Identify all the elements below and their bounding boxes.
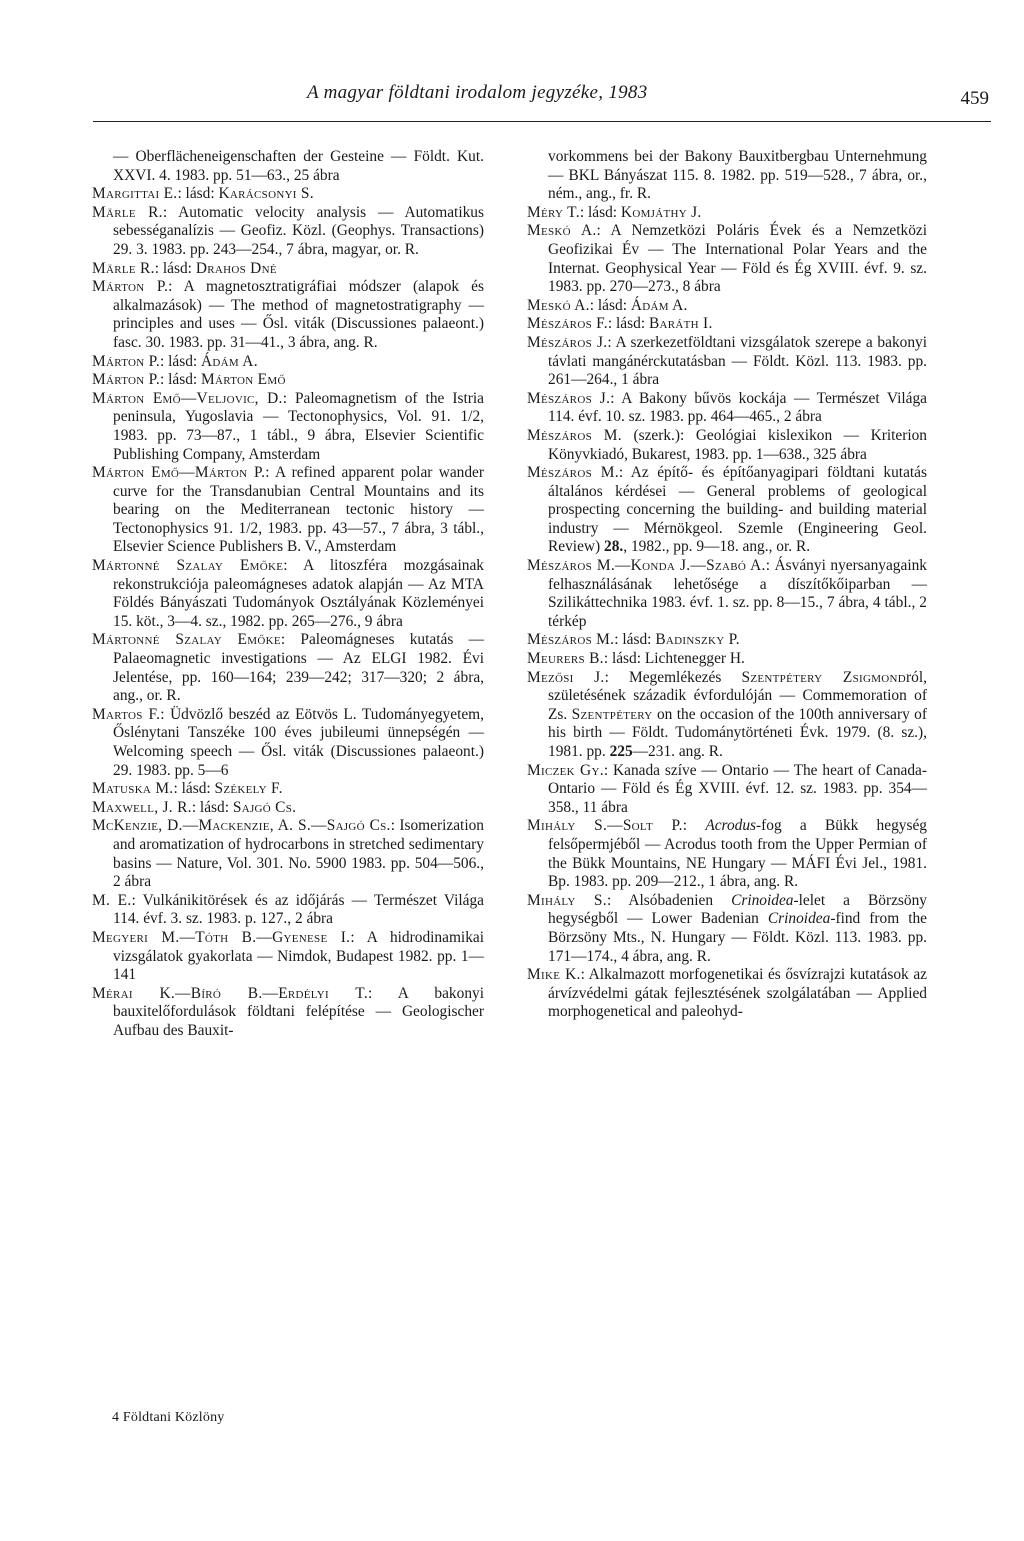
bibliography-entry	[527, 817, 927, 891]
author-name: Margittai E.	[92, 185, 178, 203]
entry-text: : Kanada szíve — Ontario — The heart of Canada-Ontario — Föld és Ég XVIII. évf. 12. sz. 1983. pp. 354—358., 11 ábra	[548, 761, 927, 816]
author-name: Ádám A.	[201, 352, 258, 370]
entry-text: : lásd:	[579, 203, 621, 221]
entry-text: : Automatic velocity analysis — Automatikus sebességanalízis — Geofiz. Közl. (Geophys. Transactions) 29. 3. 1983. pp. 243—254., 7 ábra, magyar, or. R.	[113, 203, 484, 258]
bibliography-entry	[527, 204, 927, 223]
entry-text: : Üdvözlő beszéd az Eötvös L. Tudományegyetem, Őslénytani Tanszéke 100 éves jubileumi ünnepségén — Welcoming speech — Ősl. viták (Discussiones palaeont.) 29. 1983. pp. 5—6	[113, 705, 485, 779]
bibliography-entry	[527, 297, 927, 316]
author-name: Meurers B.	[527, 650, 604, 668]
entry-text: Crinoidea	[767, 910, 831, 928]
bibliography-entry	[92, 929, 484, 985]
author-name: Márton Emő—Márton P.	[92, 464, 266, 482]
bibliography-entry	[92, 631, 484, 705]
entry-text: ról, születésének századik évfordulóján — Commemoration of Zs.	[548, 668, 927, 723]
entry-text: : Az építő- és építőanyagipari földtani kutatás általános kérdései — General problems of geological prospecting concerning the building- and building material industry — Mérnökgeol. Szemle (Engineering Geol. Review)	[548, 464, 927, 556]
author-name: Mészáros J.	[527, 333, 608, 351]
entry-text: : A litoszféra mozgásainak rekonstrukciója paleomágneses adatok alapján — Az MTA Földés Bányászati Tudományok Osztályának Közleményei 15. köt., 3—4. sz., 1982. pp. 265—276., 9 ábra	[113, 557, 484, 630]
author-name: Székely F.	[214, 780, 283, 798]
bibliography-entry	[92, 371, 484, 390]
bibliography-entry	[527, 390, 927, 427]
author-name: Mészáros M.—Konda J.—Szabó A.	[527, 557, 766, 575]
author-name: Mészáros M.	[527, 631, 615, 649]
entry-text: : lásd: Lichtenegger H.	[603, 650, 745, 668]
author-name: Márton P.	[92, 278, 169, 296]
bibliography-entry	[527, 650, 927, 669]
bibliography-entry	[92, 390, 484, 464]
bibliography-entry	[527, 892, 927, 966]
entry-text: : A bakonyi bauxitelőfordulások földtani felépítése — Geologischer Aufbau des Bauxit-	[113, 984, 484, 1039]
entry-text: :	[682, 817, 706, 835]
entry-text: —231. ang. R.	[632, 743, 723, 760]
bibliography-entry	[92, 464, 484, 557]
author-name: Márton P.	[92, 371, 160, 389]
bibliography-entry	[92, 892, 484, 929]
bibliography-entry	[92, 780, 484, 799]
entry-text: -lelet a Börzsöny hegységből — Lower Badenian	[548, 891, 927, 928]
author-name: Szentpétery	[571, 705, 653, 723]
bibliography-entry	[92, 799, 484, 818]
bibliography-entry	[92, 557, 484, 631]
bibliography-entry	[92, 204, 484, 260]
author-name: Miczek Gy.	[527, 761, 604, 779]
author-name: Mike K.	[527, 966, 581, 984]
author-name: Mihály S.	[527, 891, 607, 909]
bibliography-entry	[527, 464, 927, 557]
author-name: Meskó A.	[527, 222, 597, 240]
entry-text: : Paleomagnetism of the Istria peninsula, Yugoslavia — Tectonophysics, Vol. 91. 1/2, 1983. pp. 73—87., 1 tábl., 9 ábra, Elsevier Scientific Publishing Company, Amsterdam	[113, 389, 484, 463]
bibliography-entry	[92, 817, 484, 891]
bibliography-entry	[527, 427, 927, 464]
entry-text: : lásd:	[154, 259, 196, 277]
author-name: Martos F.	[92, 705, 161, 723]
author-name: Märle R.	[92, 203, 163, 221]
author-name: Karácsonyi S.	[218, 185, 314, 203]
entry-text: Crinoidea	[731, 891, 794, 909]
bibliography-entry	[92, 278, 484, 352]
entry-text: , 1982., pp. 9—18. ang., or. R.	[623, 538, 811, 556]
entry-text: : Vulkánikitörések és az időjárás — Természet Világa 114. évf. 3. sz. 1983. p. 127., 2 ábra	[113, 891, 484, 928]
bibliography-entry	[527, 631, 927, 650]
bibliography-entry	[527, 669, 927, 762]
bibliography-entry	[92, 185, 484, 204]
author-name: Márton Emő	[201, 371, 286, 389]
author-name: Ádám A.	[630, 296, 688, 314]
entry-text: : Paleomágneses kutatás — Palaeomagnetic investigations — Az ELGI 1982. Évi Jelentése, pp. 160—164; 239—242; 317—320; 2 ábra, ang., or. R.	[113, 631, 484, 705]
entry-text: — Oberflächeneigenschaften der Gesteine — Földt. Kut. XXVI. 4. 1983. pp. 51—63., 25 ábra	[113, 148, 484, 184]
header-rule	[93, 121, 991, 122]
entry-text: 225	[609, 743, 633, 760]
author-name: M. E.	[92, 891, 132, 909]
bibliography-entry	[527, 148, 927, 204]
entry-text: : A magnetosztratigráfiai módszer (alapok és alkalmazások) — The method of magnetostratigraphy — principles and uses — Ősl. viták (Discussiones palaeont.) fasc. 30. 1983. pp. 31—41., 3 ábra, ang. R.	[113, 278, 484, 351]
author-name: Mészáros F.	[527, 315, 608, 333]
entry-text: : Ásványi nyersanyagaink felhasználásának lehetősége a díszítőkőiparban — Szilikáttechnika 1983. évf. 1. sz. pp. 8—15., 7 ábra, 4 tábl., 2 térkép	[548, 557, 928, 630]
bibliography-entry	[527, 315, 927, 334]
author-name: Badinszky P.	[655, 631, 740, 649]
entry-text: : lásd:	[589, 296, 631, 314]
author-name: Mészáros M.	[527, 426, 622, 444]
author-name: Maxwell, J. R.	[92, 798, 192, 816]
author-name: Sajgó Cs.	[232, 798, 297, 816]
author-name: Márton Emő—Veljovic, D.	[92, 389, 283, 407]
bibliography-entry	[527, 557, 927, 631]
entry-text: : lásd:	[159, 371, 202, 389]
author-name: Mihály S.—Solt P.	[527, 817, 683, 835]
entry-text: : Megemlékezés	[604, 668, 742, 686]
author-name: Märle R.	[92, 259, 155, 277]
bibliography-entry	[92, 148, 484, 185]
author-name: McKenzie, D.—Mackenzie, A. S.—Sajgó Cs.	[92, 817, 391, 835]
entry-text: : A refined apparent polar wander curve for the Transdanubian Central Mountains and its bearing on the Mediterranean tectonic history — Tectonophysics 91. 1/2, 1983. pp. 43—57., 7 ábra, 3 tábl., Elsevier Science Publishers B. V., Amsterdam	[113, 464, 485, 556]
entry-text: : lásd:	[159, 352, 202, 370]
entry-text: : lásd:	[614, 631, 656, 649]
entry-text: on the occasion of the 100th anniversary of his birth — Földt. Tudománytörténeti Évk. 1979. (8. sz.), 1981. pp.	[548, 705, 927, 760]
entry-text: : Alkalmazott morfogenetikai és ősvízrajzi kutatások az árvízvédelmi gátak fejlesztésének szolgálatában — Applied morphogenetical and paleohyd-	[548, 966, 928, 1021]
entry-text: : lásd:	[173, 780, 215, 798]
bibliography-entry	[92, 706, 484, 780]
bibliography-entry	[527, 334, 927, 390]
entry-text: (szerk.): Geológiai kislexikon — Kriterion Könyvkiadó, Bukarest, 1983. pp. 1—638., 325 ábra	[548, 426, 927, 463]
author-name: Mészáros M.	[527, 464, 619, 482]
author-name: Matuska M.	[92, 780, 174, 798]
author-name: Baráth I.	[648, 315, 713, 333]
bibliography-entry	[92, 353, 484, 372]
author-name: Komjáthy J.	[620, 203, 702, 221]
entry-text: -fog a Bükk hegység felsőpermjéből — Acrodus tooth from the Upper Permian of the Bükk Mountains, NE Hungary — MÁFI Évi Jel., 1981. Bp. 1983. pp. 209—212., 1 ábra, ang. R.	[548, 817, 927, 891]
entry-text: : lásd:	[177, 185, 219, 203]
entry-text: -find from the Börzsöny Mts., N. Hungary — Földt. Közl. 113. 1983. pp. 171—174., 4 ábra, ang. R.	[548, 910, 927, 965]
page-header	[93, 78, 991, 118]
left-column	[92, 148, 484, 1041]
entry-text: : A Bakony bűvös kockája — Természet Világa 114. évf. 10. sz. 1983. pp. 464—465., 2 ábra	[548, 389, 928, 426]
entry-text: : A szerkezetföldtani vizsgálatok szerepe a bakonyi távlati mangánérckutatásban — Földt. Közl. 113. 1983. pp. 261—264., 1 ábra	[548, 333, 928, 389]
entry-text: : Alsóbadenien	[606, 891, 732, 909]
entry-text: : lásd:	[191, 798, 233, 816]
bibliography-entry	[527, 966, 927, 1022]
page-number: 459	[960, 88, 989, 109]
author-name: Márton P.	[92, 352, 160, 370]
entry-text: Acrodus	[705, 817, 757, 835]
author-name: Mártonné Szalay Emőke	[92, 631, 281, 649]
author-name: Drahos Dné	[195, 259, 277, 277]
entry-text: : A hidrodinamikai vizsgálatok gyakorlata — Nimdok, Budapest 1982. pp. 1—141	[113, 928, 484, 984]
author-name: Mészáros J.	[527, 389, 611, 407]
bibliography-entry	[527, 762, 927, 818]
right-column	[527, 148, 927, 1022]
running-title: A magyar földtani irodalom jegyzéke, 1983	[307, 82, 648, 103]
entry-text: : Isomerization and aromatization of hydrocarbons in stretched sedimentary basins — Nature, Vol. 301. No. 5900 1983. pp. 504—506., 2 ábra	[113, 817, 484, 891]
author-name: Méry T.	[527, 203, 580, 221]
bibliography-entry	[92, 260, 484, 279]
entry-text: vorkommens bei der Bakony Bauxitbergbau Unternehmung — BKL Bányászat 115. 8. 1982. pp. 519—528., 7 ábra, or., ném., ang., fr. R.	[548, 148, 927, 203]
entry-text: : A Nemzetközi Poláris Évek és a Nemzetközi Geofizikai Év — The International Polar Years and the Internat. Geophysical Year — Föld és Ég XVIII. évf. 9. sz. 1983. pp. 270—273., 8 ábra	[548, 222, 928, 296]
author-name: Megyeri M.—Tóth B.—Gyenese I.	[92, 928, 351, 946]
entry-text: 28.	[604, 538, 624, 556]
bibliography-entry	[527, 222, 927, 296]
author-name: Mártonné Szalay Emőke	[92, 557, 284, 575]
author-name: Mezősi J.	[527, 668, 605, 686]
author-name: Meskó A.	[527, 296, 590, 314]
footer-signature: 4 Földtani Közlöny	[112, 1410, 225, 1425]
entry-text: : lásd:	[607, 315, 649, 333]
author-name: Mérai K.—Bíró B.—Erdélyi T.	[92, 984, 369, 1002]
bibliography-entry	[92, 985, 484, 1041]
author-name: Szentpétery Zsigmond	[741, 668, 907, 686]
